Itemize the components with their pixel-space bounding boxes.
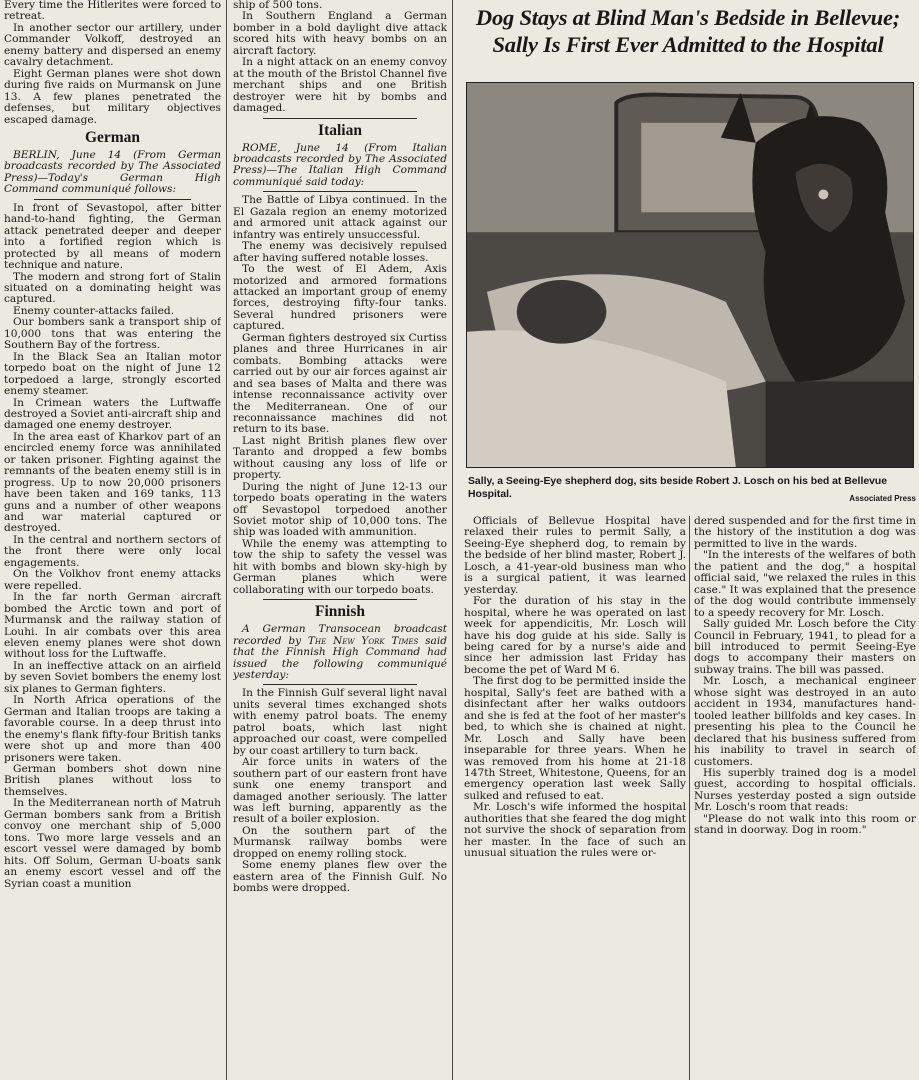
article-paragraph: Sally guided Mr. Losch before the City Council in February, 1941, to plead for a bill introduced to permit Seeing-Eye dogs to accompany their masters on subway trains. The bill was passed. <box>694 618 916 676</box>
article-paragraph: His superbly trained dog is a model guest, according to hospital officials. Nurses yesterday posted a sign outside Mr. Losch's room that reads: <box>694 766 916 814</box>
article-paragraph: In the central and northern sectors of the front there were only local engagements. <box>4 533 221 569</box>
section-heading-german: German <box>84 128 141 146</box>
article-paragraph: In the Mediterranean north of Matruh German bombers sank from a British convoy one merchant ship of 5,000 tons. Two more large vessels and an escort vessel were damaged by bomb hits. Off Solum, German U-boats sank an enemy escort vessel and off the Syrian coast a munition <box>4 797 221 890</box>
article-paragraph: Enemy counter-attacks failed. <box>13 304 175 317</box>
article-paragraph: In another sector our artillery, under Commander Volkoff, destroyed an enemy battery and dispersed an enemy cavalry detachment. <box>4 21 221 69</box>
article-paragraph: "Please do not walk into this room or stand in doorway. Dog in room." <box>694 812 916 837</box>
column-rule <box>689 516 690 1080</box>
article-paragraph: Mr. Losch's wife informed the hospital authorities that she feared the dog might not survive the shock of separation from her master. In the face of such an unusual situation the rules were or- <box>464 801 686 860</box>
article-paragraph: In a night attack on an enemy convoy at the mouth of the Bristol Channel five merchant ships and one British destroyer were hit by bombs and damaged. <box>233 56 447 115</box>
article-paragraph: While the enemy was attempting to tow the ship to safety the vessel was hit with bombs and blown sky-high by German planes which were collaborating with our torpedo boats. <box>233 537 447 596</box>
article-paragraph: During the night of June 12-13 our torpedo boats operating in the waters off Sevastopol torpedoed another Soviet motor ship of 10,000 tons. The ship was loaded with ammunition. <box>233 480 447 539</box>
dateline-berlin: BERLIN, June 14 (From German broadcasts recorded by The Associated Press)—Today's German High Command communiqué follows: <box>4 148 221 196</box>
article-paragraph: The first dog to be permitted inside the hospital, Sally's feet are bathed with a disinfectant after her walks outdoors and she is fed at the foot of her master's bed, to which she is chained at night. Mr. Losch and Sally have been inseparable for three years. When he was removed from his home at 21-18 147th Street, Whitestone, Queens, for an emergency operation last week Sally sulked and refused to eat. <box>464 675 686 802</box>
article-paragraph: In North Africa operations of the German and Italian troops are taking a favorable course. In a deep thrust into the enemy's flank fifty-four British tanks were shot up and more than 400 prisoners were taken. <box>4 694 221 764</box>
article-paragraph: Some enemy planes flew over the eastern area of the Finnish Gulf. No bombs were dropped. <box>233 859 447 895</box>
column-russian-german-news <box>4 0 221 1080</box>
article-paragraph: Our bombers sank a transport ship of 10,000 tons that was entering the Southern Bay of the fortress. <box>4 316 221 352</box>
section-heading-finnish: Finnish <box>315 603 365 621</box>
newspaper-name: The New York Times <box>307 634 419 647</box>
article-paragraph: Officials of Bellevue Hospital have relaxed their rules to permit Sally, a Seeing-Eye shepherd dog, to remain by the bedside of her blind master, Robert J. Losch, a 41-year-old business man who is a surgical patient, it was learned yesterday. <box>464 516 686 596</box>
article-paragraph: In Southern England a German bomber in a bold daylight dive attack scored hits with heavy bombs on an aircraft factory. <box>233 10 447 57</box>
article-paragraph: German bombers shot down nine British planes without loss to themselves. <box>4 763 221 798</box>
divider <box>263 118 417 119</box>
article-paragraph: On the southern part of the Murmansk railway bombs were dropped on enemy rolling stock. <box>233 824 447 860</box>
feature-column-2 <box>694 516 916 1080</box>
article-paragraph: Every time the Hitlerites were forced to retreat. <box>4 0 221 23</box>
photo-credit: Associated Press <box>849 494 916 503</box>
article-paragraph: Mr. Losch, a mechanical engineer whose sight was destroyed in an auto accident in 1934, manufactures hand-tooled leather billfolds and key cases. In presenting his plea to the Council he declared that his business suffered from his inability to travel in search of customers. <box>694 675 916 768</box>
divider <box>34 199 191 200</box>
article-paragraph: Last night British planes flew over Taranto and dropped a few bombs without causing any loss of life or property. <box>233 434 447 482</box>
dateline-rome: ROME, June 14 (From Italian broadcasts recorded by The Associated Press)—The Italian High Command communiqué said today: <box>233 141 447 188</box>
article-paragraph: The Battle of Libya continued. In the El Gazala region an enemy motorized and armored unit attack against our infantry was entirely unsuccessful. <box>233 194 447 241</box>
article-paragraph: The modern and strong fort of Stalin situated on a dominating height was captured. <box>4 270 221 306</box>
column-rule <box>452 0 453 1080</box>
photo-caption: Sally, a Seeing-Eye shepherd dog, sits beside Robert J. Losch on his bed at Bellevue Hospital. <box>468 476 888 500</box>
article-paragraph: To the west of El Adem, Axis motorized and armored formations attacked an important group of enemy forces, destroying fifty-four tanks. Several hundred prisoners were captured. <box>233 263 447 333</box>
article-paragraph: Eight German planes were shot down during five raids on Murmansk on June 13. A few planes penetrated the defenses, but military objectives escaped damage. <box>4 67 221 126</box>
article-paragraph: dered suspended and for the first time in the history of the institution a dog was permitted to live in the wards. <box>694 516 916 550</box>
article-paragraph: In Crimean waters the Luftwaffe destroyed a Soviet anti-aircraft ship and damaged one enemy destroyer. <box>4 396 221 432</box>
article-paragraph: In the far north German aircraft bombed the Arctic town and port of Murmansk and the railway station of Louhi. In air combats over this area eleven enemy planes were shot down without loss for the Luftwaffe. <box>4 591 221 661</box>
news-photo-dog-at-bedside <box>466 82 914 468</box>
photo-image <box>467 83 913 467</box>
feature-headline: Dog Stays at Blind Man's Bedside in Bellevue; Sally Is First Ever Admitted to the Hospital <box>475 5 901 57</box>
italian-communique <box>233 195 447 596</box>
article-paragraph: Air force units in waters of the southern part of our eastern front have sunk one enemy transport and damaged another seriously. The latter was left burning, apparently as the result of a boiler explosion. <box>233 756 447 826</box>
finnish-intro: A German Transocean broadcast recorded by The New York Times said that the Finnish High Command had issued the following communiqué yesterday: <box>233 623 447 682</box>
article-paragraph: The enemy was decisively repulsed after having suffered notable losses. <box>233 240 447 264</box>
article-paragraph: In the Black Sea an Italian motor torpedo boat on the night of June 12 torpedoed a large, strongly escorted enemy steamer. <box>4 350 221 398</box>
article-paragraph: "In the interests of the welfares of both the patient and the dog," a hospital official said, "we relaxed the rules in this case." It was explained that the presence of the dog would contribute immensely to a speedy recovery for Mr. Losch. <box>694 549 916 619</box>
divider <box>263 599 417 600</box>
divider <box>263 191 417 192</box>
article-paragraph: For the duration of his stay in the hospital, where he was operated on last week for appendicitis, Mr. Losch will have his dog guide at his side. Sally is being cared for by a nurse's aide and since her admission last Friday has become the pet of Ward M 6. <box>464 595 686 676</box>
article-paragraph: ship of 500 tons. <box>233 0 323 11</box>
section-heading-italian: Italian <box>318 121 362 139</box>
article-paragraph: In the Finnish Gulf several light naval units several times exchanged shots with enemy patrol boats. The enemy patrol boats, which last night approached our coast, were compelled by our coast artillery to turn back. <box>233 687 447 757</box>
divider <box>263 684 417 685</box>
article-paragraph: In the area east of Kharkov part of an encircled enemy force was annihilated or taken prisoner. Fighting against the remnants of the beaten enemy still is in progress. Up to now 20,000 prisoners have been taken and 169 tanks, 113 guns and a number of other weapons and war material captured or destroyed. <box>4 430 221 535</box>
article-paragraph: In an ineffective attack on an airfield by seven Soviet bombers the enemy lost six planes to German fighters. <box>4 659 221 695</box>
article-paragraph: German fighters destroyed six Curtiss planes and three Hurricanes in air combats. Bombing attacks were carried out by our air forces against air and sea bases of Malta and there was intense reconnaissance activity over the Mediterranean. One of our reconnaissance machines did not return to its base. <box>233 331 447 436</box>
feature-column-1 <box>464 516 686 1080</box>
column-italian-finnish-news <box>233 0 447 1080</box>
finnish-communique <box>233 688 447 894</box>
article-paragraph: In front of Sevastopol, after bitter hand-to-hand fighting, the German attack penetrated deeper and deeper into a fortified region which is protected by all means of modern technique and nature. <box>4 201 221 272</box>
column-rule <box>226 0 227 1080</box>
article-paragraph: On the Volkhov front enemy attacks were repelled. <box>4 568 221 592</box>
german-communique <box>4 203 221 890</box>
